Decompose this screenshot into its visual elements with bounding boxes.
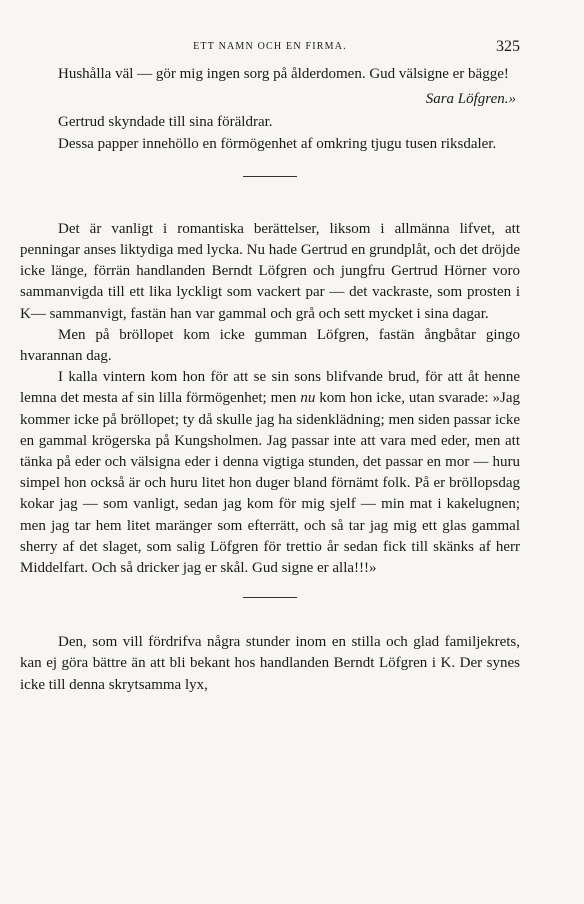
paragraph-gertrud: Gertrud skyndade till sina föräldrar.	[58, 114, 273, 131]
paragraph-papper: Dessa papper innehöllo en förmögenhet af omkring tjugu tusen riksdaler.	[58, 135, 497, 152]
paragraph-vintern-start: I kalla vintern kom hon för att se sin sons blifvande brud, för att åt henne lemna det mesta af sin lilla förmögenhet; men	[20, 369, 520, 407]
paragraph-vintern	[20, 367, 520, 579]
running-title: ETT NAMN OCH EN FIRMA.	[193, 41, 347, 52]
page-header	[20, 38, 520, 58]
paragraph-vanligt: Det är vanligt i romantiska berättelser, liksom i allmänna lifvet, att penningar anses liktydiga med lycka. Nu hade Gertrud en grundplåt, och det dröjde icke länge, förrän handlanden Berndt Löfgren och jungfru Gertrud Hörner voro sammanvigda till ett lika lyckligt som vackert par — det vackraste, som prosten i K— sammanvigt, fastän han var gammal och grå och sett mycket i sina dagar.	[20, 220, 520, 322]
page-body	[20, 64, 520, 696]
paragraph-brollopet: Men på bröllopet kom icke gumman Löfgren, fastän ångbåtar gingo hvarannan dag.	[20, 326, 520, 365]
letter-closing: Hushålla väl — gör mig ingen sorg på ålderdomen. Gud välsigne er bägge!	[58, 66, 509, 82]
emphasis-nu: nu	[300, 390, 316, 407]
paragraph-den: Den, som vill fördrifva några stunder inom en stilla och glad familjekrets, kan ej göra bättre än att bli bekant hos handlanden Berndt Löfgren i K. Der synes icke till denna skrytsamma lyx,	[20, 634, 520, 693]
page-number: 325	[496, 38, 520, 55]
paragraph-vintern-end: kom hon icke, utan svarade: »Jag kommer icke på bröllopet; ty då skulle jag ha sidenklädning; men siden passar icke en gammal krögerska på Kungsholmen. Jag passar inte att vara med eder, men att tänka på eder och välsigna eder i denna vigtiga stunden, det passar en mor — huru simpel hon också är och huru litet hon duger bland förnämt folk. På er bröllopsdag kokar jag — som vanligt, sedan jag kom för mig sjelf — min mat i kakelugnen; men jag tar hem litet maränger som efterrätt, och så tar jag mig ett glas gammal sherry af det slaget, som salig Löfgren för trettio år sedan fick till skänks af herr Middelfart. Och så dricker jag er skål. Gud signe er alla!!!»	[20, 390, 520, 577]
letter-signature: Sara Löfgren.»	[425, 91, 516, 108]
